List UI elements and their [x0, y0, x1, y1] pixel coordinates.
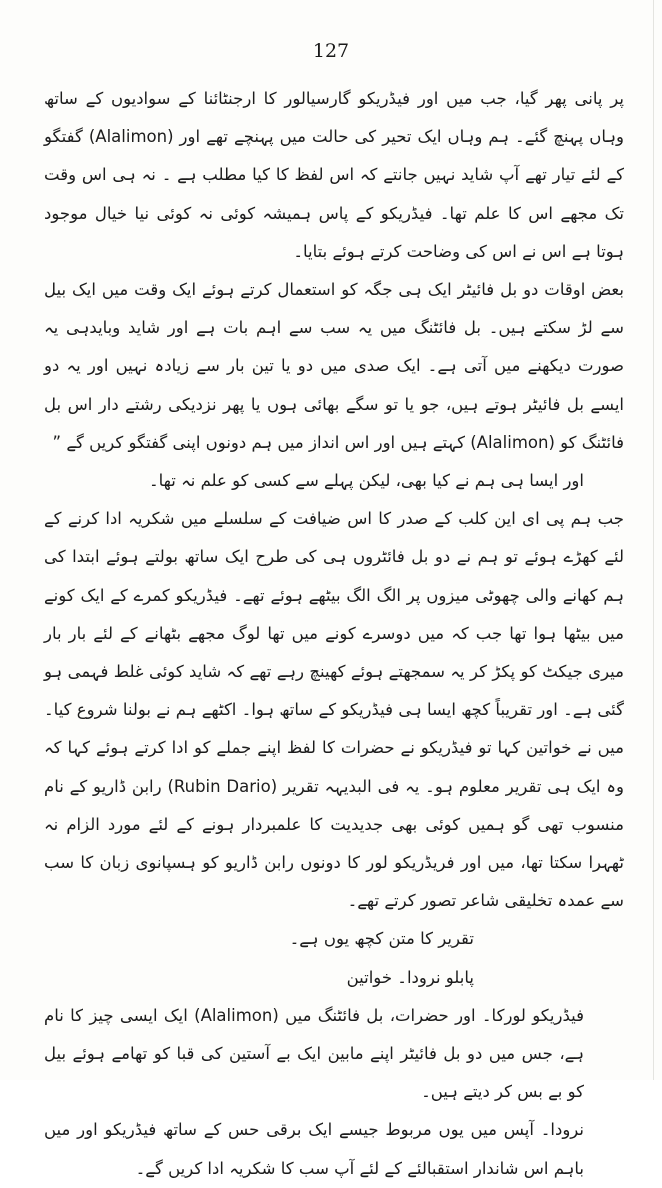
page-number: 127 [312, 40, 350, 62]
paragraph: پر پانی پھر گیا، جب میں اور فیڈریکو گارسیالور کا ارجنٹائنا کے سوادیوں کے ساتھ وہاں پہنچ گئے۔ ہم وہاں ایک تحیر کی حالت میں پہنچے تھے اور (Alalimon) گفتگو کے لئے تیار تھے آپ شاید نہیں جانتے کہ اس لفظ کا کیا مطلب ہے ۔ نہ ہی اس وقت تک مجھے اس کا علم تھا۔ فیڈریکو کے پاس ہمیشہ کوئی نہ کوئی نیا خیال موجود ہوتا ہے اس نے اس کی وضاحت کرتے ہوئے بتایا۔ [44, 89, 624, 261]
paragraph: جب ہم پی ای این کلب کے صدر کا اس ضیافت کے سلسلے میں شکریہ ادا کرنے کے لئے کھڑے ہوئے تو ہم نے دو بل فائٹروں ہی کی طرح ایک ساتھ بولتے ہوئے ابتدا کی ہم کھانے والی چھوٹی میزوں پر الگ الگ بیٹھے ہوئے تھے۔ فیڈریکو کمرے کے ایک کونے میں بیٹھا ہوا تھا جب کہ میں دوسرے کونے میں تھا لوگ مجھے بٹھانے کے لئے بار بار میری جیکٹ کو پکڑ کر یہ سمجھتے ہوئے کھینچ رہے تھے کہ شاید کوئی غلط فہمی ہو گئی ہے۔ اور تقریباً کچھ ایسا ہی فیڈریکو کے ساتھ ہوا۔ اکٹھے ہم نے بولنا شروع کیا۔ میں نے خواتین کہا تو فیڈریکو نے حضرات کا لفظ اپنے جملے کو ادا کرتے ہوئے کہا کہ وہ ایک ہی تقریر معلوم ہو۔ یہ فی البدیہہ تقریر (Rubin Dario) رابن ڈاریو کے نام منسوب تھی گو ہمیں کوئی بھی جدیدیت کا علمبردار ہونے کے لئے مورد الزام نہ ٹھہرا سکتا تھا، میں اور فریڈریکو لور کا دونوں رابن ڈاریو کو ہسپانوی زبان کا سب سے عمدہ تخلیقی شاعر تصور کرتے تھے۔ [44, 509, 624, 911]
page-edge-line [653, 0, 654, 1080]
speaker-line: نرودا۔ آپس میں یوں مربوط جیسے ایک برقی حس کے ساتھ فیڈریکو اور میں باہم اس شاندار استقبالئے کے لئے آپ سب کا شکریہ ادا کریں گے۔ [44, 1120, 584, 1178]
speaker-line: پابلو نرودا۔ خواتین [346, 967, 474, 987]
paragraph: بعض اوقات دو بل فائیٹر ایک ہی جگہ کو استعمال کرتے ہوئے ایک وقت میں ایک بیل سے لڑ سکتے ہیں۔ بل فائٹنگ میں یہ سب سے اہم بات ہے اور شاید وبایدہی یہ صورت دیکھنے میں آتی ہے۔ ایک صدی میں دو یا تین بار سے زیادہ نہیں اور یہ دو ایسے بل فائیٹر ہوتے ہیں، جو یا تو سگے بھائی ہوں یا پھر نزدیکی رشتے دار اس بل فائٹنگ کو (Alalimon) کہتے ہیں اور اس انداز میں ہم دونوں اپنی گفتگو کریں گے ” [44, 280, 624, 452]
speaker-line: فیڈریکو لورکا۔ اور حضرات، بل فائٹنگ میں (Alalimon) ایک ایسی چیز کا نام ہے، جس میں دو بل فائیٹر اپنے مابین ایک بے آستین کی قبا کو تھامے ہوئے بیل کو بے بس کر دیتے ہیں۔ [44, 1005, 584, 1102]
body-text [44, 80, 624, 1188]
paragraph: اور ایسا ہی ہم نے کیا بھی، لیکن پہلے سے کسی کو علم نہ تھا۔ [148, 471, 584, 491]
speech-intro: تقریر کا متن کچھ یوں ہے۔ [289, 929, 474, 949]
